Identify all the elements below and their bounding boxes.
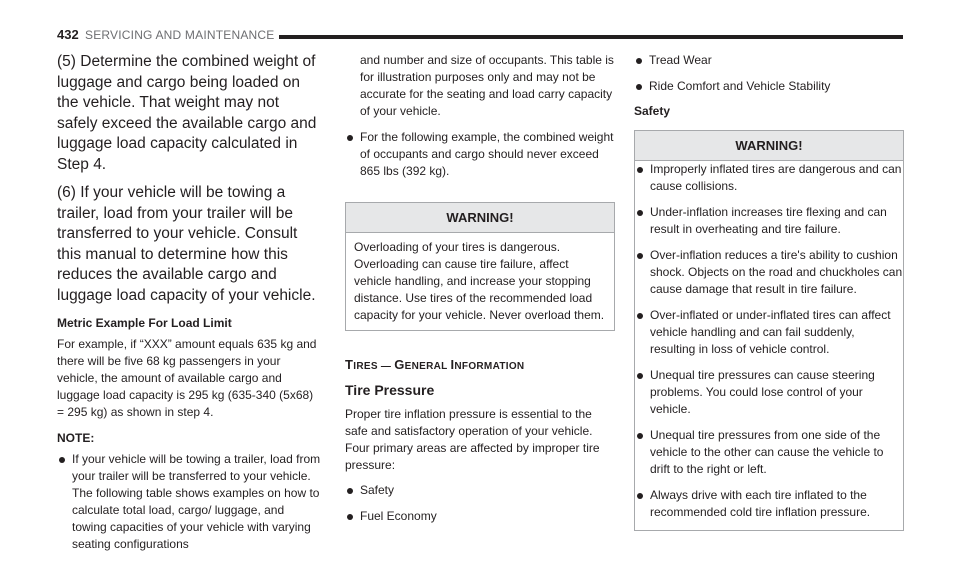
bullet-icon <box>637 373 643 379</box>
column-3 <box>634 52 904 531</box>
metric-example-heading: Metric Example For Load Limit <box>57 316 232 330</box>
page-number: 432 <box>57 27 79 42</box>
bullet-icon <box>636 84 642 90</box>
bullet-icon <box>637 210 643 216</box>
list-item: Improperly inflated tires are dangerous and can cause collisions. <box>635 161 903 195</box>
list-item <box>57 451 322 553</box>
warning-list <box>635 161 903 521</box>
bullet-icon <box>59 457 65 463</box>
note-continuation: and number and size of occupants. This table is for illustration purposes only and may not be accurate for the seating and load carry capacity of your vehicle. <box>360 53 614 118</box>
bullet-icon <box>637 253 643 259</box>
tire-pressure-heading: Tire Pressure <box>345 382 435 398</box>
section-title: SERVICING AND MAINTENANCE <box>85 28 275 42</box>
warning-text: Overloading of your tires is dangerous. Overloading can cause tire failure, affect vehicle handling, and increase your stopping distance. Use tires of the recommended load capacity for your vehicle. Never overload them. <box>354 240 605 322</box>
safety-heading: Safety <box>634 104 671 118</box>
note-heading: NOTE: <box>57 431 95 445</box>
areas-list <box>345 482 615 525</box>
example-list <box>345 129 615 180</box>
note-bullet-text: If your vehicle will be towing a trailer, load from your trailer will be transferred to your vehicle. The following table shows examples on how to calculate total load, cargo/ luggage, and towing capacities of your vehicle with varying seating configurations <box>72 452 321 551</box>
warning-title: WARNING! <box>635 131 903 161</box>
column-1 <box>57 52 322 562</box>
bullet-icon <box>637 493 643 499</box>
step-5-text: (5) Determine the combined weight of luggage and cargo being loaded on the vehicle. That weight may not safely exceed the available cargo and luggage load capacity calculated in Step 4. <box>57 53 317 173</box>
list-item: Over-inflation reduces a tire's ability to cushion shock. Objects on the road and chuckholes can cause damage that result in tire failure. <box>635 247 903 298</box>
list-item: Unequal tire pressures from one side of the vehicle to the other can cause the vehicle to drift to the right or left. <box>635 427 903 478</box>
list-item: Unequal tire pressures can cause steering problems. You could lose control of your vehicle. <box>635 367 903 418</box>
list-item: Safety <box>345 482 615 499</box>
column-2 <box>345 52 615 534</box>
page-header <box>57 27 903 45</box>
warning-title: WARNING! <box>346 203 614 233</box>
metric-example-text: For example, if “XXX” amount equals 635 kg and there will be five 68 kg passengers in your vehicle, the amount of available cargo and luggage load capacity is 295 kg (635-340 (5x68) = 295 kg) as shown in step 4. <box>57 337 317 419</box>
bullet-icon <box>347 135 353 141</box>
bullet-icon <box>637 313 643 319</box>
list-item <box>345 129 615 180</box>
tire-warning-box <box>634 130 904 531</box>
list-item: Fuel Economy <box>345 508 615 525</box>
bullet-icon <box>637 433 643 439</box>
overload-warning-box <box>345 202 615 331</box>
list-item: Over-inflated or under-inflated tires can affect vehicle handling and can fail suddenly, resulting in loss of vehicle control. <box>635 307 903 358</box>
bullet-icon <box>636 58 642 64</box>
list-item: Ride Comfort and Vehicle Stability <box>634 78 904 95</box>
list-item: Tread Wear <box>634 52 904 69</box>
bullet-icon <box>347 514 353 520</box>
step-6-text: (6) If your vehicle will be towing a trailer, load from your trailer will be transferred to your vehicle. Consult this manual to determine how this reduces the available cargo and luggage load capacity of your vehicle. <box>57 184 316 304</box>
bullet-icon <box>347 488 353 494</box>
list-item: Under-inflation increases tire flexing and can result in overheating and tire failure. <box>635 204 903 238</box>
bullet-icon <box>637 167 643 173</box>
note-list <box>57 451 322 553</box>
areas-list-continued <box>634 52 904 95</box>
section-heading: TIRES — GENERAL INFORMATION <box>345 357 525 372</box>
example-bullet-text: For the following example, the combined weight of occupants and cargo should never exceed 865 lbs (392 kg). <box>360 130 614 178</box>
header-rule <box>279 35 903 39</box>
tire-pressure-intro: Proper tire inflation pressure is essential to the safe and satisfactory operation of your vehicle. Four primary areas are affected by improper tire pressure: <box>345 407 600 472</box>
list-item: Always drive with each tire inflated to the recommended cold tire inflation pressure. <box>635 487 903 521</box>
